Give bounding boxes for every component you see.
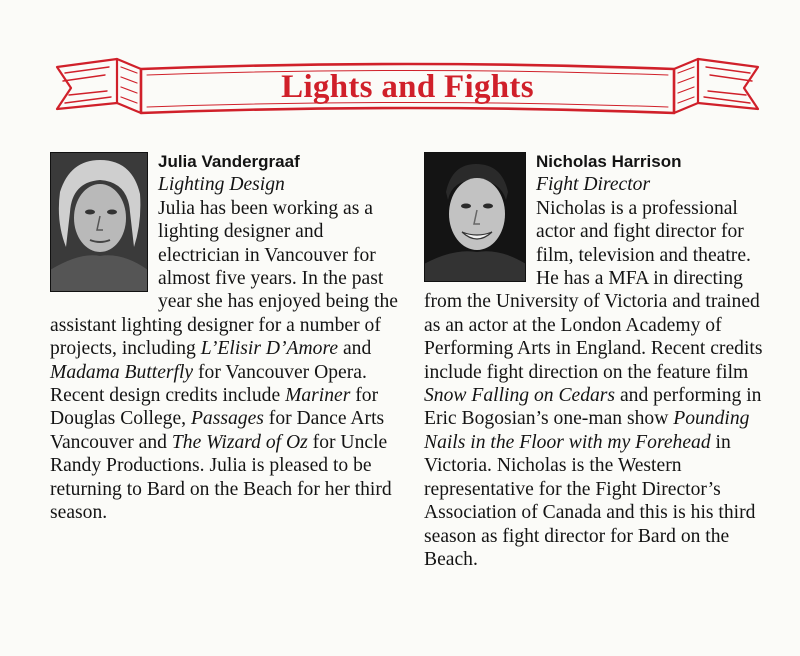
bio-text: and bbox=[338, 338, 372, 360]
portrait-photo bbox=[424, 152, 526, 282]
title-banner bbox=[55, 55, 760, 121]
portrait-photo bbox=[50, 152, 148, 292]
man-portrait-icon bbox=[424, 152, 526, 282]
bio-text: for Dance Arts Vancouver and bbox=[50, 408, 385, 453]
bio-title: Pounding Nails in the Floor with my Forehead bbox=[424, 408, 750, 453]
profile-role: Lighting Design bbox=[158, 174, 285, 196]
bio-text: Nicholas is a professional actor and fight director for film, television and theatre. He has a MFA in directing from the University of Victoria and trained as an actor at the London Academy of Performing Arts in England. Recent credits include fight direction on the feature film bbox=[424, 197, 763, 383]
bio-title: The Wizard of Oz bbox=[171, 431, 308, 453]
bio-title: Passages bbox=[190, 408, 264, 430]
bio-title: Snow Falling on Cedars bbox=[424, 385, 616, 407]
profile-julia bbox=[50, 150, 400, 525]
bio-text: for Uncle Randy Productions. Julia is pleased to be returning to Bard on the Beach for her third season. bbox=[50, 431, 392, 524]
profile-name: Nicholas Harrison bbox=[536, 152, 682, 171]
bio-title: Mariner bbox=[285, 385, 351, 407]
bio-text: and performing in Eric Bogosian’s one-man show bbox=[424, 385, 762, 430]
woman-portrait-icon bbox=[50, 152, 148, 292]
profile-name: Julia Vandergraaf bbox=[158, 152, 300, 171]
bio-text: for Douglas College, bbox=[50, 385, 379, 430]
bio-title: L’Elisir D’Amore bbox=[200, 338, 339, 360]
bio-text: Julia has been working as a lighting designer and electrician in Vancouver for almost five years. In the past year she has enjoyed being the assistant lighting designer for a number of projects, including bbox=[50, 197, 398, 360]
bio-text: in Victoria. Nicholas is the Western representative for the Fight Director’s Association of Canada and this is his third season as fight director for Bard on the Beach. bbox=[424, 431, 756, 570]
profile-role: Fight Director bbox=[536, 174, 651, 196]
bio-title: Madama Butterfly bbox=[50, 361, 194, 383]
profile-nicholas bbox=[424, 150, 774, 571]
page-title: Lights and Fights bbox=[281, 69, 534, 105]
bio-text: for Vancouver Opera. Recent design credits include bbox=[50, 361, 367, 407]
